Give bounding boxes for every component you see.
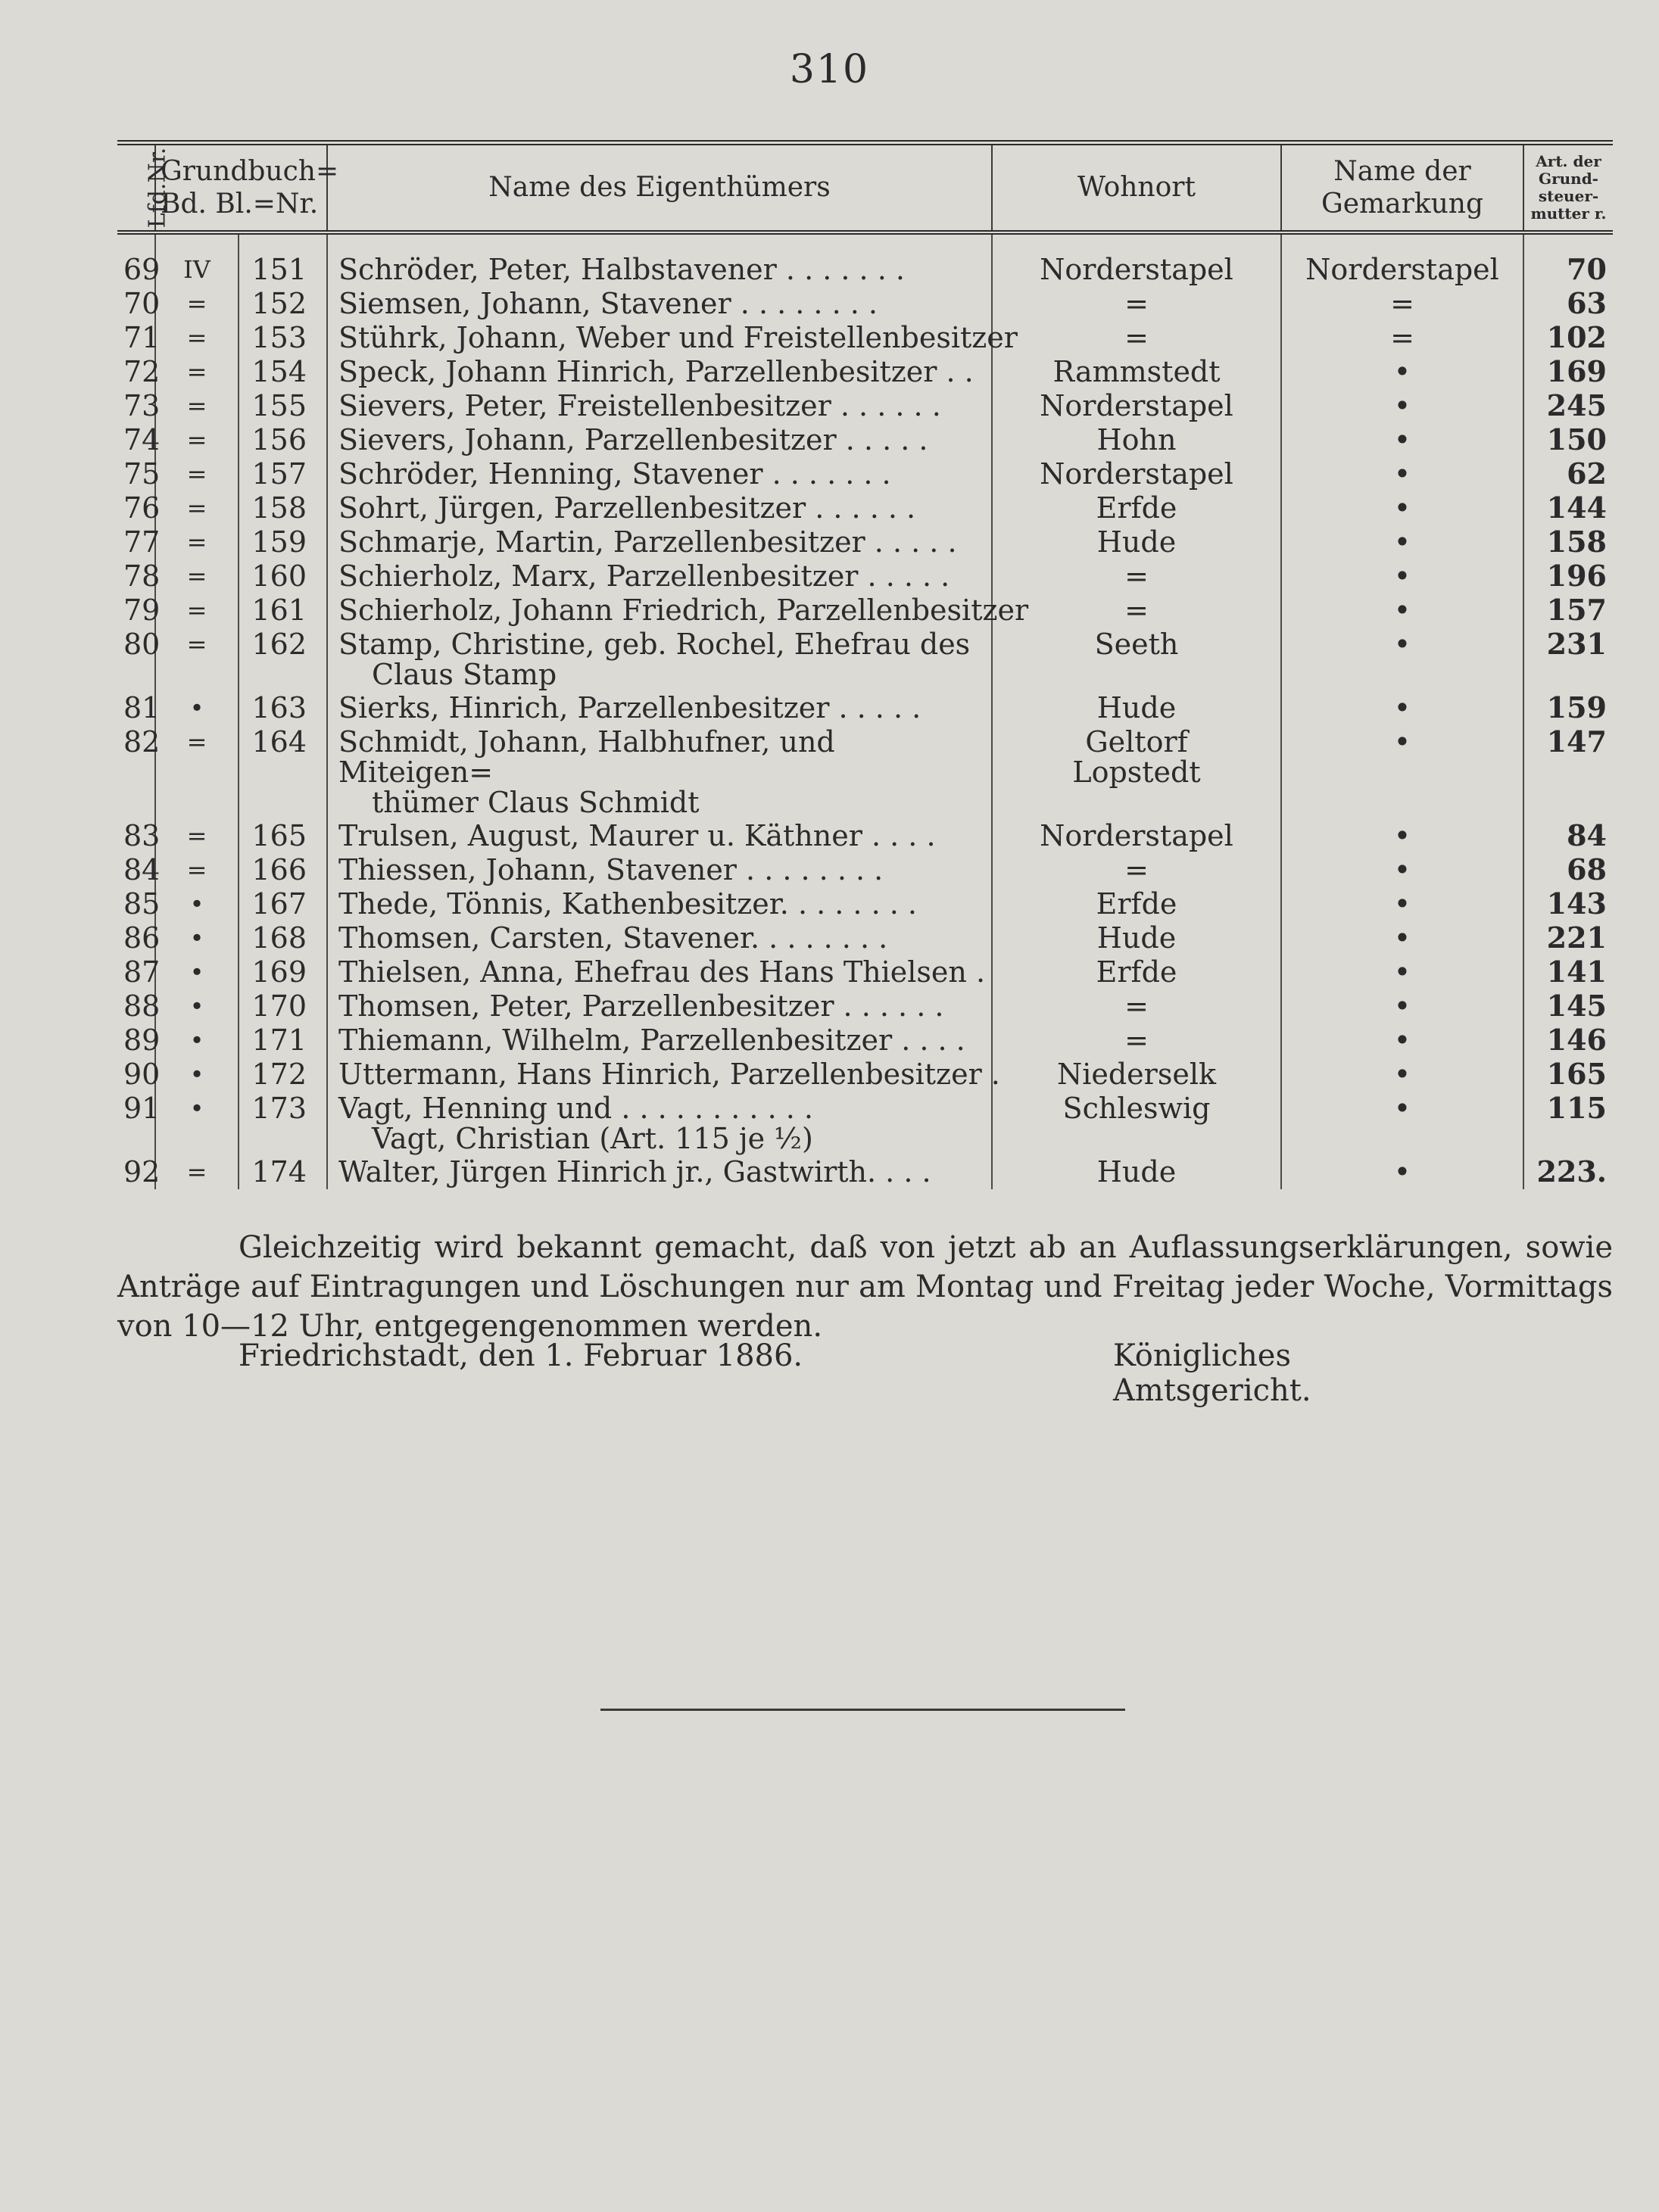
row-blatt: 163: [239, 691, 327, 725]
row-wohnort: Norderstapel: [992, 457, 1281, 491]
table-row: [117, 725, 1613, 819]
row-band: •: [155, 989, 239, 1023]
row-band: =: [155, 287, 239, 321]
row-artikel: 231: [1523, 628, 1613, 691]
row-owner-name: Walter, Jürgen Hinrich jr., Gastwirth. . . .: [327, 1155, 992, 1189]
row-gemarkung: •: [1281, 691, 1523, 725]
row-wohnort: =: [992, 853, 1281, 887]
row-wohnort-line1: Geltorf: [1085, 724, 1188, 759]
header-art-line3: steuer-: [1538, 186, 1599, 205]
row-owner-name: Thiessen, Johann, Stavener . . . . . . . .: [327, 853, 992, 887]
table-body: [117, 232, 1613, 1189]
row-blatt: 166: [239, 853, 327, 887]
row-nr: 84: [123, 852, 161, 886]
notice-text: Gleichzeitig wird bekannt gemacht, daß von jetzt ab an Auflassungserklärungen, sowie Anträge auf Eintragungen und Löschungen nur am Montag und Freitag jeder Woche, Vormittags von 10—12 Uhr, entgegengenommen werden.: [117, 1230, 1613, 1344]
row-band: =: [155, 1155, 239, 1189]
row-band: =: [155, 819, 239, 853]
table-row: [117, 955, 1613, 989]
row-wohnort: Norderstapel: [992, 389, 1281, 423]
table-row: [117, 887, 1613, 921]
row-wohnort: Rammstedt: [992, 355, 1281, 389]
row-nr: 89: [123, 1023, 161, 1057]
table-row: [117, 1058, 1613, 1092]
header-grundbuch-line1: Grundbuch=: [161, 155, 339, 187]
row-gemarkung: •: [1281, 989, 1523, 1023]
row-nr: 79: [123, 593, 161, 627]
row-gemarkung: •: [1281, 887, 1523, 921]
row-nr: 87: [123, 955, 161, 989]
row-artikel: 159: [1523, 691, 1613, 725]
row-owner-name: Siemsen, Johann, Stavener . . . . . . . .: [327, 287, 992, 321]
table-row: [117, 287, 1613, 321]
row-band: •: [155, 691, 239, 725]
header-gemarkung-line2: Gemarkung: [1321, 188, 1484, 220]
row-wohnort: Norderstapel: [992, 232, 1281, 287]
table-row: [117, 921, 1613, 955]
row-artikel: 68: [1523, 853, 1613, 887]
row-artikel: 62: [1523, 457, 1613, 491]
header-gemarkung-line1: Name der: [1333, 155, 1471, 187]
row-band: •: [155, 1058, 239, 1092]
row-gemarkung: •: [1281, 1023, 1523, 1058]
row-wohnort: =: [992, 287, 1281, 321]
table-row: [117, 1155, 1613, 1189]
row-wohnort: Hohn: [992, 423, 1281, 457]
table-row: [117, 819, 1613, 853]
row-owner-name-line1: Vagt, Henning und . . . . . . . . . . .: [338, 1091, 813, 1125]
row-gemarkung: •: [1281, 853, 1523, 887]
row-owner-name-line2: Vagt, Christian (Art. 115 je ½): [372, 1121, 813, 1155]
row-owner-name: Schröder, Henning, Stavener . . . . . . .: [327, 457, 992, 491]
row-nr: 82: [123, 724, 161, 759]
row-blatt: 162: [239, 628, 327, 691]
row-nr: 85: [123, 886, 161, 921]
row-gemarkung: =: [1281, 321, 1523, 355]
row-wohnort: Erfde: [992, 491, 1281, 525]
row-owner-name: Schierholz, Johann Friedrich, Parzellenbesitzer: [327, 594, 992, 628]
row-gemarkung: •: [1281, 955, 1523, 989]
row-gemarkung: •: [1281, 1058, 1523, 1092]
row-wohnort: Hude: [992, 691, 1281, 725]
table-row: [117, 853, 1613, 887]
closing-line: [239, 1338, 1450, 1408]
row-gemarkung: •: [1281, 819, 1523, 853]
row-owner-name: Speck, Johann Hinrich, Parzellenbesitzer . .: [327, 355, 992, 389]
table-row: [117, 1092, 1613, 1155]
header-gemarkung: [1281, 143, 1523, 232]
row-blatt: 155: [239, 389, 327, 423]
row-artikel: 223.: [1523, 1155, 1613, 1189]
table-row: [117, 457, 1613, 491]
row-owner-name-line1: Schmidt, Johann, Halbhufner, und Miteigen=: [338, 724, 835, 789]
place-date: Friedrichstadt, den 1. Februar 1886.: [239, 1338, 803, 1373]
row-band: •: [155, 921, 239, 955]
row-blatt: 157: [239, 457, 327, 491]
row-owner-name: Thomsen, Carsten, Stavener. . . . . . . .: [327, 921, 992, 955]
row-band: =: [155, 491, 239, 525]
table-row: [117, 491, 1613, 525]
row-blatt: 156: [239, 423, 327, 457]
table-row: [117, 1023, 1613, 1058]
row-blatt: 160: [239, 559, 327, 594]
row-wohnort: =: [992, 321, 1281, 355]
header-art-line1: Art. der: [1536, 151, 1601, 170]
row-blatt: 165: [239, 819, 327, 853]
table-row: [117, 628, 1613, 691]
row-owner-name: Sohrt, Jürgen, Parzellenbesitzer . . . . . .: [327, 491, 992, 525]
row-band: =: [155, 423, 239, 457]
row-artikel: 70: [1523, 232, 1613, 287]
row-nr: 73: [123, 388, 161, 422]
row-wohnort: =: [992, 559, 1281, 594]
row-nr: 90: [123, 1057, 161, 1091]
row-gemarkung: •: [1281, 355, 1523, 389]
table-row: [117, 989, 1613, 1023]
row-blatt: 173: [239, 1092, 327, 1155]
row-gemarkung: •: [1281, 628, 1523, 691]
row-blatt: 170: [239, 989, 327, 1023]
table-row: [117, 321, 1613, 355]
table-row: [117, 423, 1613, 457]
page-number: 310: [789, 47, 870, 92]
row-owner-name: [327, 1092, 992, 1155]
row-artikel: 102: [1523, 321, 1613, 355]
row-band: =: [155, 725, 239, 819]
notice-paragraph: [117, 1228, 1613, 1346]
row-band: =: [155, 457, 239, 491]
signature: Königliches Amtsgericht.: [1113, 1338, 1311, 1408]
row-artikel: 141: [1523, 955, 1613, 989]
table-row: [117, 389, 1613, 423]
row-band: •: [155, 887, 239, 921]
closing-rule: [600, 1709, 1125, 1711]
row-wohnort: Hude: [992, 525, 1281, 559]
row-gemarkung: •: [1281, 491, 1523, 525]
row-wohnort: Hude: [992, 921, 1281, 955]
row-nr: 78: [123, 559, 161, 593]
row-gemarkung: •: [1281, 725, 1523, 819]
land-register-table: [117, 140, 1613, 1189]
row-artikel: 158: [1523, 525, 1613, 559]
row-band: IV: [155, 232, 239, 287]
row-artikel: 147: [1523, 725, 1613, 819]
row-gemarkung: •: [1281, 457, 1523, 491]
row-wohnort: Hude: [992, 1155, 1281, 1189]
row-gemarkung: •: [1281, 389, 1523, 423]
row-owner-name: Thiemann, Wilhelm, Parzellenbesitzer . . . .: [327, 1023, 992, 1058]
row-band: =: [155, 525, 239, 559]
row-owner-name: Sievers, Peter, Freistellenbesitzer . . . . . .: [327, 389, 992, 423]
row-blatt: 169: [239, 955, 327, 989]
header-nr: Lfd.Nr.: [117, 143, 155, 232]
table-header: [117, 143, 1613, 232]
row-artikel: 145: [1523, 989, 1613, 1023]
row-band: =: [155, 321, 239, 355]
row-blatt: 171: [239, 1023, 327, 1058]
table-row: [117, 559, 1613, 594]
row-blatt: 168: [239, 921, 327, 955]
row-nr: 83: [123, 818, 161, 852]
row-nr: 72: [123, 354, 161, 388]
row-band: •: [155, 955, 239, 989]
row-owner-name: Sievers, Johann, Parzellenbesitzer . . . . .: [327, 423, 992, 457]
row-blatt: 174: [239, 1155, 327, 1189]
row-blatt: 153: [239, 321, 327, 355]
row-owner-name: Thede, Tönnis, Kathenbesitzer. . . . . . . .: [327, 887, 992, 921]
row-gemarkung: •: [1281, 594, 1523, 628]
table-row: [117, 232, 1613, 287]
table-row: [117, 525, 1613, 559]
row-owner-name: Trulsen, August, Maurer u. Käthner . . . .: [327, 819, 992, 853]
row-gemarkung: •: [1281, 1155, 1523, 1189]
row-artikel: 144: [1523, 491, 1613, 525]
table-row: [117, 691, 1613, 725]
row-gemarkung: •: [1281, 423, 1523, 457]
row-artikel: 84: [1523, 819, 1613, 853]
row-artikel: 63: [1523, 287, 1613, 321]
row-owner-name: [327, 628, 992, 691]
row-band: =: [155, 389, 239, 423]
row-artikel: 150: [1523, 423, 1613, 457]
row-gemarkung: Norderstapel: [1281, 232, 1523, 287]
row-blatt: 152: [239, 287, 327, 321]
row-owner-name: Thomsen, Peter, Parzellenbesitzer . . . . . .: [327, 989, 992, 1023]
row-nr: 88: [123, 989, 161, 1023]
row-nr: 76: [123, 491, 161, 525]
header-art-line2: Grund-: [1539, 169, 1598, 188]
row-nr: 91: [123, 1091, 161, 1125]
row-wohnort: [992, 725, 1281, 819]
row-owner-name: Thielsen, Anna, Ehefrau des Hans Thielsen .: [327, 955, 992, 989]
row-artikel: 157: [1523, 594, 1613, 628]
row-owner-name-line1: Stamp, Christine, geb. Rochel, Ehefrau des: [338, 627, 971, 661]
row-owner-name-line2: Claus Stamp: [372, 657, 557, 691]
row-blatt: 158: [239, 491, 327, 525]
row-wohnort: =: [992, 594, 1281, 628]
row-wohnort: =: [992, 989, 1281, 1023]
row-owner-name: [327, 725, 992, 819]
row-gemarkung: =: [1281, 287, 1523, 321]
row-band: =: [155, 628, 239, 691]
header-art-line4: mutter r.: [1530, 204, 1607, 223]
row-wohnort: Schleswig: [992, 1092, 1281, 1155]
row-artikel: 165: [1523, 1058, 1613, 1092]
row-gemarkung: •: [1281, 525, 1523, 559]
table-row: [117, 355, 1613, 389]
row-wohnort: Seeth: [992, 628, 1281, 691]
row-band: =: [155, 355, 239, 389]
header-name: Name des Eigenthümers: [327, 143, 992, 232]
row-nr: 70: [123, 286, 161, 320]
row-nr: 74: [123, 422, 161, 456]
row-band: =: [155, 853, 239, 887]
row-artikel: 245: [1523, 389, 1613, 423]
row-wohnort: =: [992, 1023, 1281, 1058]
header-grundbuch: [155, 143, 339, 232]
table-row: [117, 594, 1613, 628]
row-artikel: 115: [1523, 1092, 1613, 1155]
row-gemarkung: •: [1281, 559, 1523, 594]
row-gemarkung: •: [1281, 1092, 1523, 1155]
row-owner-name: Stührk, Johann, Weber und Freistellenbesitzer: [327, 321, 992, 355]
row-band: =: [155, 559, 239, 594]
row-nr: 92: [123, 1154, 161, 1189]
row-blatt: 151: [239, 232, 327, 287]
row-owner-name: Sierks, Hinrich, Parzellenbesitzer . . . . .: [327, 691, 992, 725]
row-owner-name: Schröder, Peter, Halbstavener . . . . . . .: [327, 232, 992, 287]
row-artikel: 196: [1523, 559, 1613, 594]
row-nr: 69: [123, 252, 161, 286]
row-artikel: 143: [1523, 887, 1613, 921]
row-nr: 81: [123, 690, 161, 724]
row-wohnort: Erfde: [992, 955, 1281, 989]
row-blatt: 164: [239, 725, 327, 819]
row-blatt: 172: [239, 1058, 327, 1092]
row-artikel: 146: [1523, 1023, 1613, 1058]
row-blatt: 167: [239, 887, 327, 921]
row-nr: 77: [123, 525, 161, 559]
row-band: •: [155, 1023, 239, 1058]
row-owner-name-line2: thümer Claus Schmidt: [372, 785, 700, 819]
row-wohnort-line2: Lopstedt: [1072, 755, 1201, 789]
row-blatt: 159: [239, 525, 327, 559]
row-wohnort: Erfde: [992, 887, 1281, 921]
row-gemarkung: •: [1281, 921, 1523, 955]
row-artikel: 221: [1523, 921, 1613, 955]
row-blatt: 161: [239, 594, 327, 628]
row-wohnort: Niederselk: [992, 1058, 1281, 1092]
row-blatt: 154: [239, 355, 327, 389]
row-owner-name: Schmarje, Martin, Parzellenbesitzer . . . . .: [327, 525, 992, 559]
header-grundbuch-line2: Bd. Bl.=Nr.: [161, 188, 319, 220]
row-artikel: 169: [1523, 355, 1613, 389]
row-nr: 80: [123, 627, 161, 661]
header-wohnort: Wohnort: [992, 143, 1281, 232]
row-nr: 86: [123, 921, 161, 955]
row-nr: 71: [123, 320, 161, 354]
row-owner-name: Uttermann, Hans Hinrich, Parzellenbesitzer .: [327, 1058, 992, 1092]
row-wohnort: Norderstapel: [992, 819, 1281, 853]
row-band: •: [155, 1092, 239, 1155]
row-owner-name: Schierholz, Marx, Parzellenbesitzer . . . . .: [327, 559, 992, 594]
row-nr: 75: [123, 456, 161, 491]
row-band: =: [155, 594, 239, 628]
header-art: [1523, 143, 1613, 232]
